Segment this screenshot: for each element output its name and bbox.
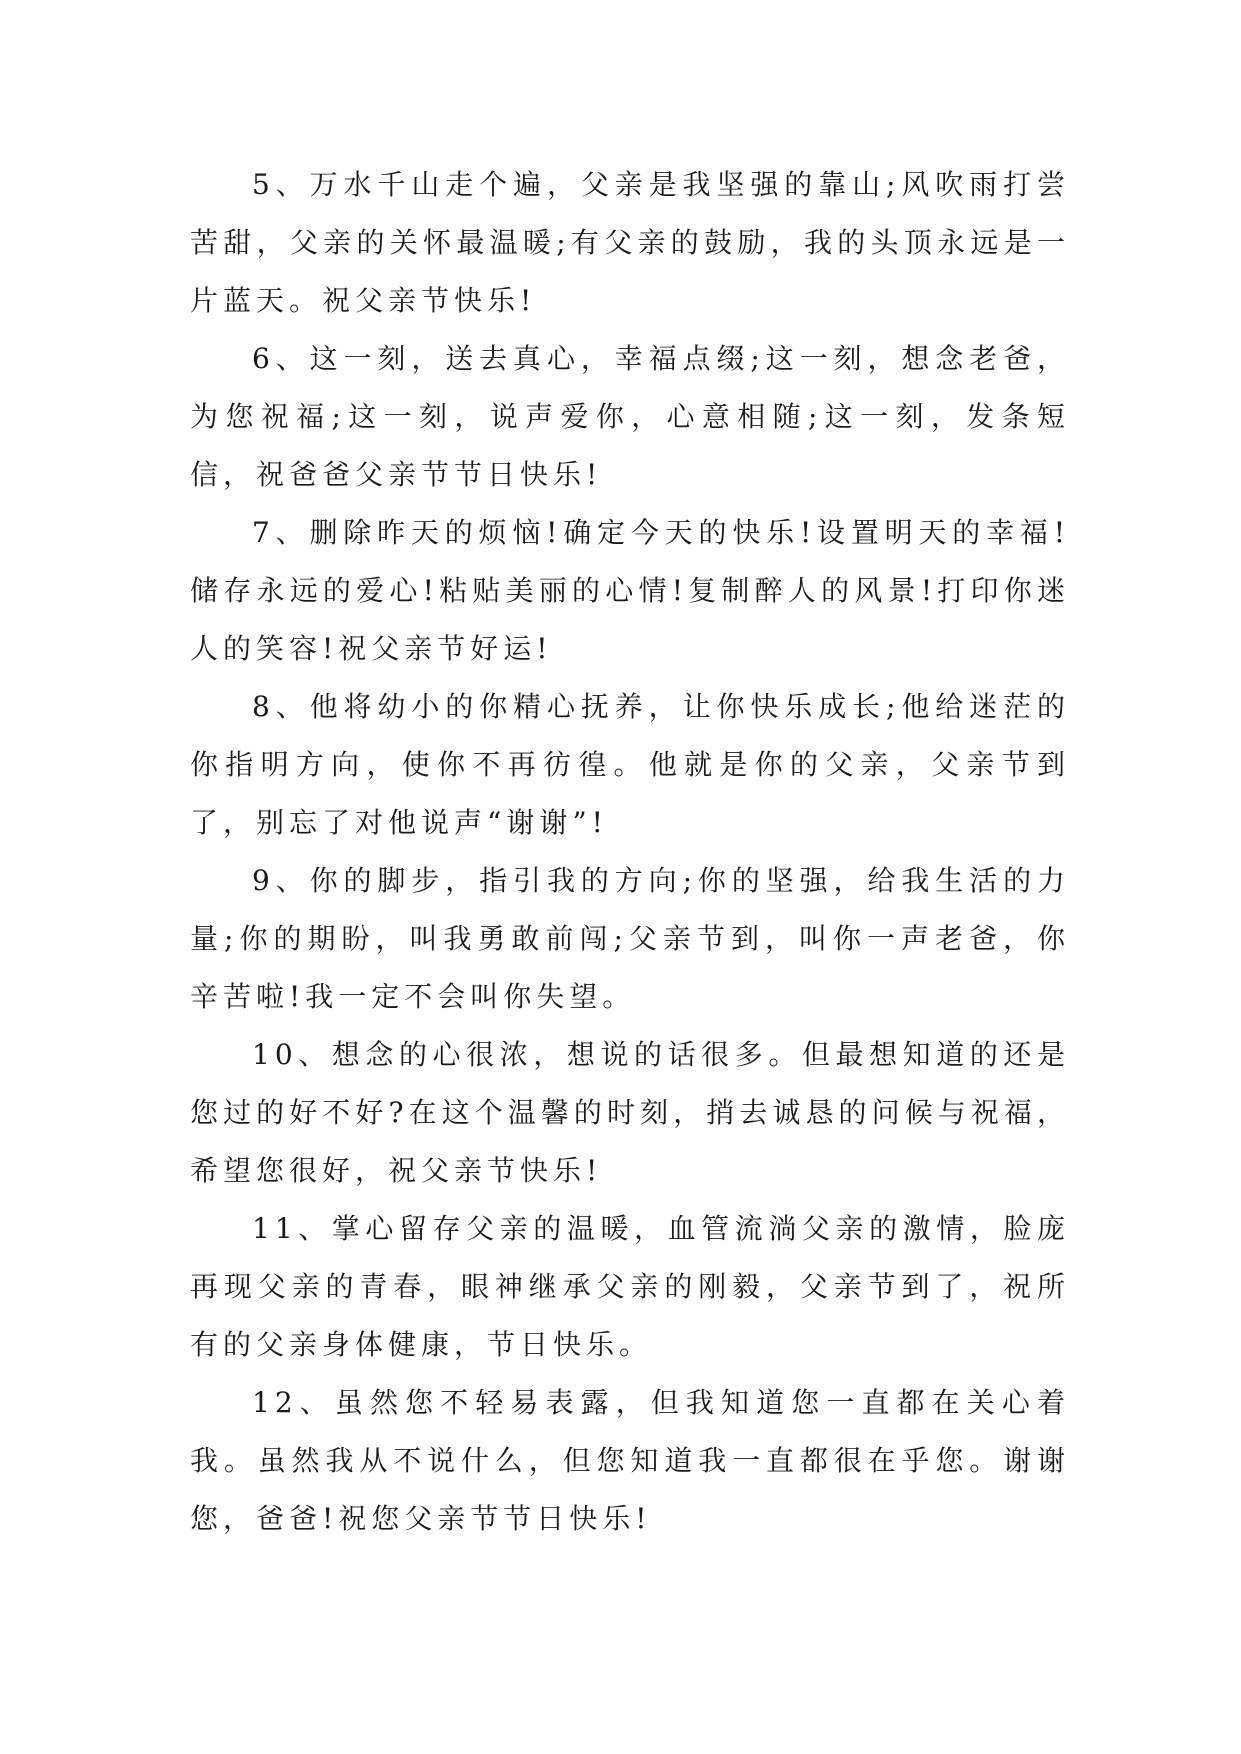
paragraph-11: 11、掌心留存父亲的温暖，血管流淌父亲的激情，脸庞再现父亲的青春，眼神继承父亲的刚毅，父亲节到了，祝所有的父亲身体健康，节日快乐。: [190, 1212, 1070, 1361]
paragraph-6: 6、这一刻，送去真心，幸福点缀;这一刻，想念老爸，为您祝福;这一刻，说声爱你，心意相随;这一刻，发条短信，祝爸爸父亲节节日快乐!: [190, 342, 1070, 491]
paragraph-9: 9、你的脚步，指引我的方向;你的坚强，给我生活的力量;你的期盼，叫我勇敢前闯;父亲节到，叫你一声老爸，你辛苦啦!我一定不会叫你失望。: [190, 864, 1070, 1013]
paragraph-12: 12、虽然您不轻易表露，但我知道您一直都在关心着我。虽然我从不说什么，但您知道我一直都很在乎您。谢谢您，爸爸!祝您父亲节节日快乐!: [190, 1386, 1070, 1535]
paragraph-8: 8、他将幼小的你精心抚养，让你快乐成长;他给迷茫的你指明方向，使你不再彷徨。他就是你的父亲，父亲节到了，别忘了对他说声“谢谢”!: [190, 690, 1070, 839]
paragraph-5: 5、万水千山走个遍，父亲是我坚强的靠山;风吹雨打尝苦甜，父亲的关怀最温暖;有父亲的鼓励，我的头顶永远是一片蓝天。祝父亲节快乐!: [190, 168, 1070, 317]
document-body: [190, 156, 1070, 1548]
paragraph-10: 10、想念的心很浓，想说的话很多。但最想知道的还是您过的好不好?在这个温馨的时刻，捎去诚恳的问候与祝福，希望您很好，祝父亲节快乐!: [190, 1038, 1070, 1187]
paragraph-7: 7、删除昨天的烦恼!确定今天的快乐!设置明天的幸福!储存永远的爱心!粘贴美丽的心情!复制醉人的风景!打印你迷人的笑容!祝父亲节好运!: [190, 516, 1070, 665]
